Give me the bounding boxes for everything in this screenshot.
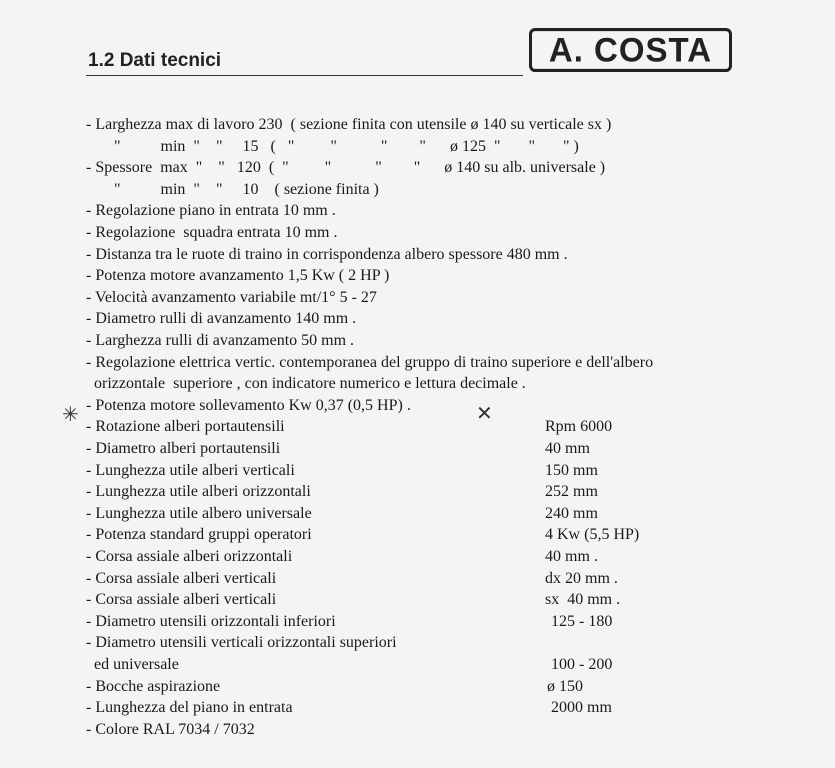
spec-line: - Distanza tra le ruote di traino in corrispondenza albero spessore 480 mm . — [86, 245, 568, 263]
spec-label: - Lunghezza utile alberi orizzontali — [86, 483, 311, 501]
spec-value: 150 mm — [545, 461, 598, 479]
spec-line: - Spessore max " " 120 ( " " " " ø 140 su alb. universale ) — [86, 159, 606, 177]
spec-line: - Potenza motore sollevamento Kw 0,37 (0,5 HP) . — [86, 396, 411, 414]
spec-value: dx 20 mm . — [545, 569, 618, 587]
spec-value: 2000 mm — [551, 699, 612, 717]
spec-label: - Diametro utensili orizzontali inferiori — [86, 612, 336, 630]
spec-value: 125 - 180 — [551, 612, 613, 630]
spec-label: - Corsa assiale alberi orizzontali — [86, 548, 293, 565]
section-title: 1.2 Dati tecnici — [88, 50, 222, 71]
spec-value: 40 mm — [545, 440, 590, 457]
spec-label: - Potenza standard gruppi operatori — [86, 526, 312, 544]
spec-line: - Regolazione elettrica vertic. contemporanea del gruppo di traino superiore e dell'albero — [86, 353, 654, 371]
spec-line: " min " " 10 ( sezione finita ) — [86, 180, 379, 198]
spec-line: - Potenza motore avanzamento 1,5 Kw ( 2 HP ) — [86, 267, 390, 285]
spec-value: sx 40 mm . — [545, 591, 621, 609]
spec-line: - Diametro rulli di avanzamento 140 mm . — [86, 310, 357, 328]
spec-value: ø 150 — [547, 677, 583, 695]
spec-value: 240 mm — [545, 504, 598, 522]
spec-line: - Larghezza max di lavoro 230 ( sezione finita con utensile ø 140 su verticale sx ) — [86, 116, 612, 133]
star-mark-icon: ✳ — [62, 404, 79, 426]
spec-label: - Rotazione alberi portautensili — [86, 418, 285, 436]
spec-value: 252 mm — [545, 483, 598, 501]
spec-label: - Lunghezza del piano in entrata — [86, 699, 293, 717]
spec-label: - Diametro alberi portautensili — [86, 440, 281, 457]
spec-value: 4 Kw (5,5 HP) — [545, 526, 640, 544]
spec-line: - Larghezza rulli di avanzamento 50 mm . — [86, 332, 355, 349]
spec-label: - Colore RAL 7034 / 7032 — [86, 720, 255, 738]
spec-label: - Corsa assiale alberi verticali — [86, 569, 277, 587]
spec-line: - Regolazione piano in entrata 10 mm . — [86, 202, 336, 220]
title-underline — [86, 75, 523, 76]
spec-label: - Corsa assiale alberi verticali — [86, 591, 277, 609]
spec-label: - Lunghezza utile alberi verticali — [86, 461, 295, 479]
spec-label: - Lunghezza utile albero universale — [86, 504, 312, 522]
spec-label: - Diametro utensili verticali orizzontali superiori — [86, 634, 397, 652]
spec-line: - Velocità avanzamento variabile mt/1° 5 - 27 — [86, 288, 377, 306]
spec-line: orizzontale superiore , con indicatore numerico e lettura decimale . — [86, 375, 526, 393]
spec-value: 100 - 200 — [551, 656, 613, 673]
spec-label: - Bocche aspirazione — [86, 677, 221, 695]
cross-mark-icon: ✕ — [476, 403, 493, 425]
spec-value: 40 mm . — [545, 548, 598, 565]
company-logo: A. COSTA — [529, 28, 732, 72]
spec-line: - Regolazione squadra entrata 10 mm . — [86, 224, 338, 241]
spec-value: Rpm 6000 — [545, 418, 613, 436]
spec-label: ed universale — [86, 656, 179, 673]
spec-line: " min " " 15 ( " " " " ø 125 " " " ) — [86, 137, 579, 155]
